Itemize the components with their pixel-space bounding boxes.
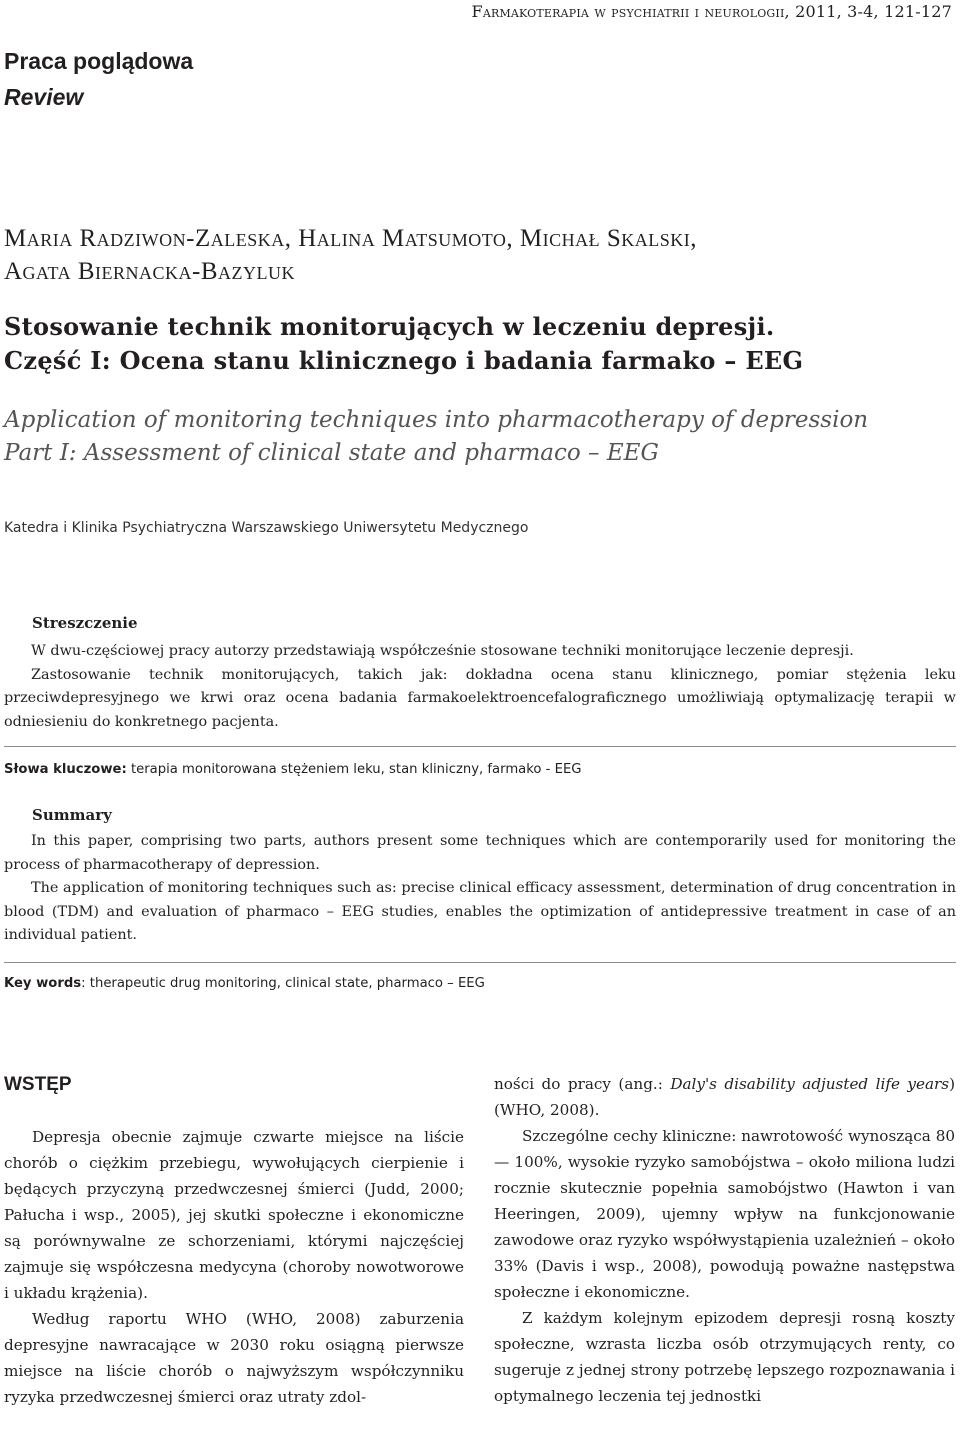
slowa-kluczowe-label: Słowa kluczowe:: [4, 762, 127, 777]
divider-2: [4, 962, 956, 963]
streszczenie-body: [4, 640, 956, 734]
left-paragraph-2: Według raportu WHO (WHO, 2008) zaburzenia depresyjne nawracające w 2030 roku osiągną pierwsze miejsce na liście chorób o najwyższym współczynniku ryzyka przedwczesnej śmierci oraz utraty zdol-: [4, 1310, 464, 1406]
title-en-line-1: Application of monitoring techniques into pharmacotherapy of depression: [4, 407, 869, 433]
slowa-kluczowe: [4, 762, 582, 777]
journal-info: , 2011, 3-4, 121-127: [784, 2, 952, 21]
right-paragraph-1: [494, 1071, 955, 1123]
divider-1: [4, 746, 956, 747]
authors-line-1: Maria Radziwon-Zaleska, Halina Matsumoto, Michał Skalski,: [4, 225, 698, 252]
right-p1-text-b: ) (WHO, 2008).: [494, 1075, 956, 1119]
key-words-text: : therapeutic drug monitoring, clinical state, pharmaco – EEG: [81, 976, 485, 991]
title-pl-line-2: Część I: Ocena stanu klinicznego i badania farmako – EEG: [4, 346, 804, 375]
authors: [4, 222, 697, 288]
right-p1-emphasis: Daly's disability adjusted life years: [670, 1075, 950, 1093]
slowa-kluczowe-text: terapia monitorowana stężeniem leku, stan kliniczny, farmako - EEG: [126, 762, 582, 777]
streszczenie-heading: Streszczenie: [32, 614, 138, 632]
article-type-pl: Praca poglądowa: [4, 48, 194, 74]
title-english: [4, 404, 954, 470]
right-column: [494, 1071, 955, 1409]
streszczenie-paragraph-1: W dwu-częściowej pracy autorzy przedstawiają współcześnie stosowane techniki monitorujące leczenie depresji.: [31, 643, 854, 659]
summary-body: [4, 830, 956, 948]
authors-line-2: Agata Biernacka-Bazyluk: [4, 258, 296, 285]
journal-name: Farmakoterapia w psychiatrii i neurologii: [471, 2, 785, 21]
right-p1-text-a: ności do pracy (ang.:: [494, 1075, 671, 1093]
summary-paragraph-2: The application of monitoring techniques such as: precise clinical efficacy assessment, determination of drug concentration in blood (TDM) and evaluation of pharmaco – EEG studies, enables the optimization of antidepressive treatment in case of an individual patient.: [4, 880, 956, 943]
right-paragraph-2: Szczególne cechy kliniczne: nawrotowość wynosząca 80 — 100%, wysokie ryzyko samobójstwa – około miliona ludzi rocznie skutecznie popełnia samobójstwo (Hawton i van Heeringen, 2009), ujemny wpływ na funkcjonowanie zawodowe oraz ryzyko współwystąpienia uzależnień – około 33% (Davis i wsp., 2008), powodują poważne następstwa społeczne i ekonomiczne.: [494, 1127, 956, 1301]
journal-header: [472, 2, 952, 21]
title-pl-line-1: Stosowanie technik monitorujących w leczeniu depresji.: [4, 312, 775, 341]
summary-paragraph-1: In this paper, comprising two parts, authors present some techniques which are contemporarily used for monitoring the process of pharmacotherapy of depression.: [4, 833, 956, 873]
article-type-en: Review: [4, 84, 84, 110]
streszczenie-paragraph-2: Zastosowanie technik monitorujących, takich jak: dokładna ocena stanu klinicznego, pomiar stężenia leku przeciwdepresyjnego we krwi oraz ocena badania farmakoelektroencefalograficznego umożliwiają optymalizację terapii w odniesieniu do konkretnego pacjenta.: [4, 666, 956, 730]
summary-heading: Summary: [32, 806, 112, 824]
affiliation: Katedra i Klinika Psychiatryczna Warszawskiego Uniwersytetu Medycznego: [4, 520, 529, 536]
left-column: [4, 1124, 464, 1410]
right-paragraph-3: Z każdym kolejnym epizodem depresji rosną koszty społeczne, wzrasta liczba osób otrzymujących renty, co sugeruje z jednej strony potrzebę lepszego rozpoznawania i optymalnego leczenia tej jednostki: [494, 1309, 955, 1405]
title-polish: [4, 310, 954, 378]
left-paragraph-1: Depresja obecnie zajmuje czwarte miejsce na liście chorób o ciężkim przebiegu, wywołujących cierpienie i będących przyczyną przedwczesnej śmierci (Judd, 2000; Pałucha i wsp., 2005), jej skutki społeczne i ekonomiczne są porównywalne ze schorzeniami, którymi najczęściej zajmuje się współczesna medycyna (choroby nowotworowe i układu krążenia).: [4, 1128, 464, 1302]
key-words: [4, 976, 485, 991]
section-heading-wstep: WSTĘP: [4, 1074, 72, 1095]
key-words-label: Key words: [4, 976, 82, 991]
title-en-line-2: Part I: Assessment of clinical state and pharmaco – EEG: [4, 440, 659, 466]
